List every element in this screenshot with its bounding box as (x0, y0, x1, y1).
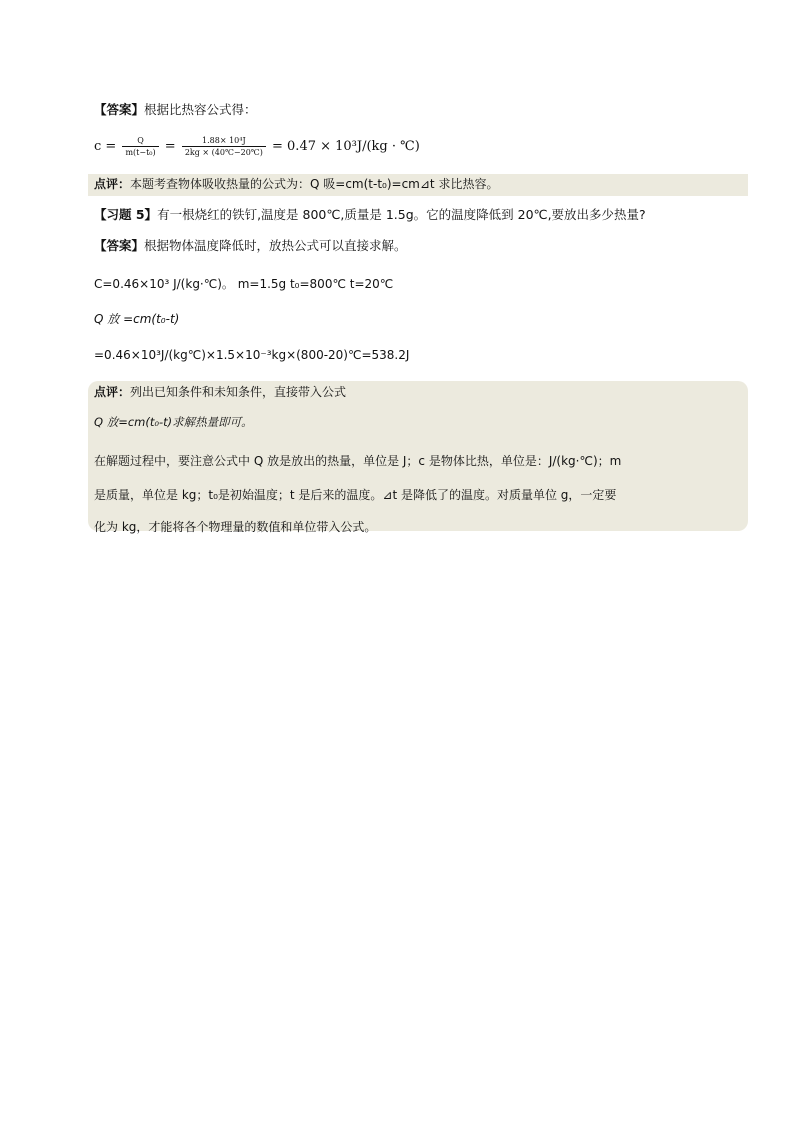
formula-lhs: c = (94, 139, 117, 154)
calculation: =0.46×10³J/(kg℃)×1.5×10⁻³kg×(800-20)℃=538.2J (94, 348, 410, 362)
given-values: C=0.46×10³ J/(kg·℃)。 m=1.5g t₀=800℃ t=20℃ (94, 277, 394, 291)
note-label: 点评： (94, 385, 131, 399)
exercise-5 (94, 206, 646, 224)
answer-tag: 【答案】 (94, 102, 145, 117)
fraction-2-numerator: 1.88× 10⁴J (182, 135, 266, 147)
fraction-2 (182, 135, 266, 158)
note-1 (94, 175, 498, 193)
formula-specific-heat (94, 132, 420, 162)
formula-rhs: = 0.47 × 10³J/(kg · ℃) (272, 139, 420, 154)
fraction-1 (122, 135, 158, 158)
answer-1-line (94, 101, 257, 119)
exercise-tag: 【习题 5】 (94, 207, 158, 222)
answer-text: 根据物体温度降低时，放热公式可以直接求解。 (144, 238, 407, 253)
note-text: 列出已知条件和未知条件，直接带入公式 (130, 385, 347, 399)
answer-2-line (94, 237, 407, 255)
note-2-line-3: 在解题过程中，要注意公式中 Q 放是放出的热量，单位是 J；c 是物体比热，单位是：J/(kg·℃)；m (94, 454, 622, 468)
fraction-2-denominator: 2kg × (40℃−20℃) (184, 148, 263, 157)
fraction-1-denominator: m(t−t₀) (125, 148, 156, 157)
note-2-line-1 (94, 383, 346, 401)
note-text: 本题考查物体吸收热量的公式为：Q 吸=cm(t-t₀)=cm⊿t 求比热容。 (130, 177, 499, 191)
answer-tag: 【答案】 (94, 238, 145, 253)
exercise-text: 有一根烧红的铁钉,温度是 800℃,质量是 1.5g。它的温度降低到 20℃,要放出多少热量? (157, 207, 646, 222)
formula-eq: = (164, 139, 176, 154)
note-2-line-2: Q 放=cm(t₀-t)求解热量即可。 (94, 415, 253, 429)
answer-text: 根据比热容公式得： (144, 102, 257, 117)
fraction-1-numerator: Q (122, 135, 158, 147)
note-2-line-5: 化为 kg，才能将各个物理量的数值和单位带入公式。 (94, 520, 377, 534)
note-2-line-4: 是质量，单位是 kg；t₀是初始温度；t 是后来的温度。⊿t 是降低了的温度。对质量单位 g，一定要 (94, 488, 617, 502)
heat-release-formula: Q 放 =cm(t₀-t) (94, 312, 180, 326)
note-label: 点评： (94, 177, 131, 191)
